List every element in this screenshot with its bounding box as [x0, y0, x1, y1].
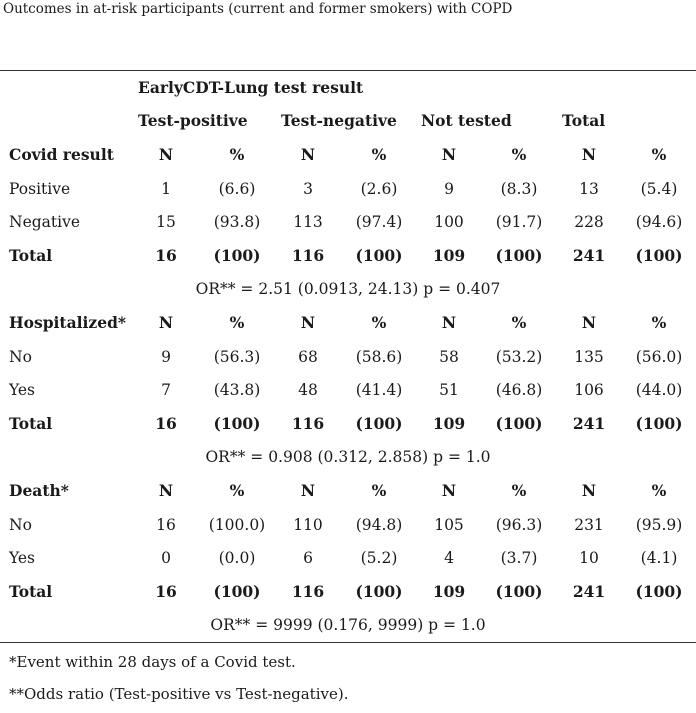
table-cell: 58 — [439, 347, 459, 366]
table-cell: 135 — [574, 347, 604, 366]
top-rule — [0, 70, 696, 71]
table-cell: 241 — [572, 245, 606, 265]
row-label: Yes — [9, 549, 36, 568]
table-cell: (100) — [355, 245, 403, 265]
table-cell: (2.6) — [360, 179, 398, 198]
table-cell: (96.3) — [495, 515, 543, 534]
table-cell: 241 — [572, 413, 606, 433]
table-cell: (44.0) — [635, 381, 683, 400]
table-cell: 9 — [161, 347, 171, 366]
table-cell: 106 — [574, 381, 604, 400]
table-cell: 7 — [161, 381, 171, 400]
column-label: % — [371, 145, 387, 164]
table-cell: 4 — [444, 549, 454, 568]
column-label: N — [581, 481, 597, 500]
row-label: Total — [9, 413, 53, 433]
table-caption: Outcomes in at-risk participants (current and former smokers) with COPD — [3, 1, 513, 17]
table-cell: 16 — [155, 581, 177, 601]
table-cell: 109 — [432, 581, 466, 601]
table-cell: 10 — [579, 549, 599, 568]
table-cell: (56.3) — [213, 347, 261, 366]
column-label: N — [581, 313, 597, 332]
column-label: N — [441, 145, 457, 164]
table-cell: 109 — [432, 413, 466, 433]
odds-ratio-line: OR** = 9999 (0.176, 9999) p = 1.0 — [210, 616, 486, 635]
table-cell: (0.0) — [218, 549, 256, 568]
table-cell: (97.4) — [355, 213, 403, 232]
table-cell: 68 — [298, 347, 318, 366]
table-cell: (6.6) — [218, 179, 256, 198]
table-cell: 109 — [432, 245, 466, 265]
table-cell: (56.0) — [635, 347, 683, 366]
column-label: N — [300, 313, 316, 332]
table-cell: (8.3) — [500, 179, 538, 198]
column-label: N — [300, 145, 316, 164]
table-cell: 231 — [574, 515, 604, 534]
table-cell: 6 — [303, 549, 313, 568]
table-cell: 13 — [579, 179, 599, 198]
column-label: % — [651, 313, 667, 332]
column-label: % — [229, 145, 245, 164]
table-cell: (5.4) — [640, 179, 678, 198]
table-cell: 241 — [572, 581, 606, 601]
table-cell: 0 — [161, 549, 171, 568]
table-cell: (5.2) — [360, 549, 398, 568]
table-cell: (100) — [495, 413, 543, 433]
table-cell: (46.8) — [495, 381, 543, 400]
section-label: Hospitalized* — [9, 313, 127, 332]
table-cell: (53.2) — [495, 347, 543, 366]
column-label: N — [441, 481, 457, 500]
table-cell: (100.0) — [208, 515, 266, 534]
table-cell: (3.7) — [500, 549, 538, 568]
column-label: % — [511, 313, 527, 332]
table-cell: (100) — [213, 245, 261, 265]
table-cell: (100) — [635, 413, 683, 433]
column-label: % — [371, 481, 387, 500]
table-cell: (95.9) — [635, 515, 683, 534]
table-cell: 51 — [439, 381, 459, 400]
table-cell: (58.6) — [355, 347, 403, 366]
table-cell: 116 — [291, 245, 325, 265]
table-cell: 110 — [293, 515, 323, 534]
footnote-odds-ratio: **Odds ratio (Test-positive vs Test-negative). — [9, 685, 349, 703]
column-label: % — [371, 313, 387, 332]
column-label: % — [651, 145, 667, 164]
table-cell: (93.8) — [213, 213, 261, 232]
table-cell: (91.7) — [495, 213, 543, 232]
table-cell: 16 — [155, 413, 177, 433]
table-cell: (100) — [635, 581, 683, 601]
group-header: Total — [562, 111, 606, 130]
bottom-rule — [0, 642, 696, 643]
column-label: N — [158, 481, 174, 500]
column-label: % — [229, 313, 245, 332]
group-header: Test-negative — [281, 111, 397, 130]
row-label: Total — [9, 245, 53, 265]
table-cell: (43.8) — [213, 381, 261, 400]
table-cell: 116 — [291, 413, 325, 433]
table-cell: (100) — [355, 581, 403, 601]
table-cell: (94.8) — [355, 515, 403, 534]
section-label: Covid result — [9, 145, 114, 164]
table-cell: 9 — [444, 179, 454, 198]
column-label: N — [581, 145, 597, 164]
table-cell: (41.4) — [355, 381, 403, 400]
column-label: N — [158, 145, 174, 164]
table-cell: 116 — [291, 581, 325, 601]
table-cell: (100) — [355, 413, 403, 433]
odds-ratio-line: OR** = 2.51 (0.0913, 24.13) p = 0.407 — [195, 280, 501, 299]
row-label: No — [9, 347, 32, 366]
table-cell: 1 — [161, 179, 171, 198]
table-cell: (100) — [213, 581, 261, 601]
table-cell: 16 — [156, 515, 176, 534]
row-label: Yes — [9, 381, 36, 400]
odds-ratio-line: OR** = 0.908 (0.312, 2.858) p = 1.0 — [205, 448, 491, 467]
section-label: Death* — [9, 481, 69, 500]
table-cell: (100) — [635, 245, 683, 265]
table-cell: (94.6) — [635, 213, 683, 232]
table-cell: (100) — [213, 413, 261, 433]
group-title: EarlyCDT-Lung test result — [138, 78, 364, 97]
column-label: % — [229, 481, 245, 500]
column-label: N — [441, 313, 457, 332]
column-label: N — [158, 313, 174, 332]
column-label: % — [651, 481, 667, 500]
table-cell: 48 — [298, 381, 318, 400]
table-cell: 3 — [303, 179, 313, 198]
table-cell: 105 — [434, 515, 464, 534]
row-label: Positive — [9, 179, 71, 198]
column-label: % — [511, 145, 527, 164]
table-cell: 100 — [434, 213, 464, 232]
table-cell: 228 — [574, 213, 604, 232]
row-label: Negative — [9, 213, 81, 232]
table-cell: (100) — [495, 581, 543, 601]
group-header: Not tested — [421, 111, 512, 130]
footnote-event: *Event within 28 days of a Covid test. — [9, 653, 296, 671]
group-header: Test-positive — [138, 111, 248, 130]
table-cell: 16 — [155, 245, 177, 265]
row-label: Total — [9, 581, 53, 601]
row-label: No — [9, 515, 32, 534]
column-label: N — [300, 481, 316, 500]
table-cell: (100) — [495, 245, 543, 265]
table-cell: (4.1) — [640, 549, 678, 568]
table-cell: 113 — [293, 213, 323, 232]
column-label: % — [511, 481, 527, 500]
table-cell: 15 — [156, 213, 176, 232]
